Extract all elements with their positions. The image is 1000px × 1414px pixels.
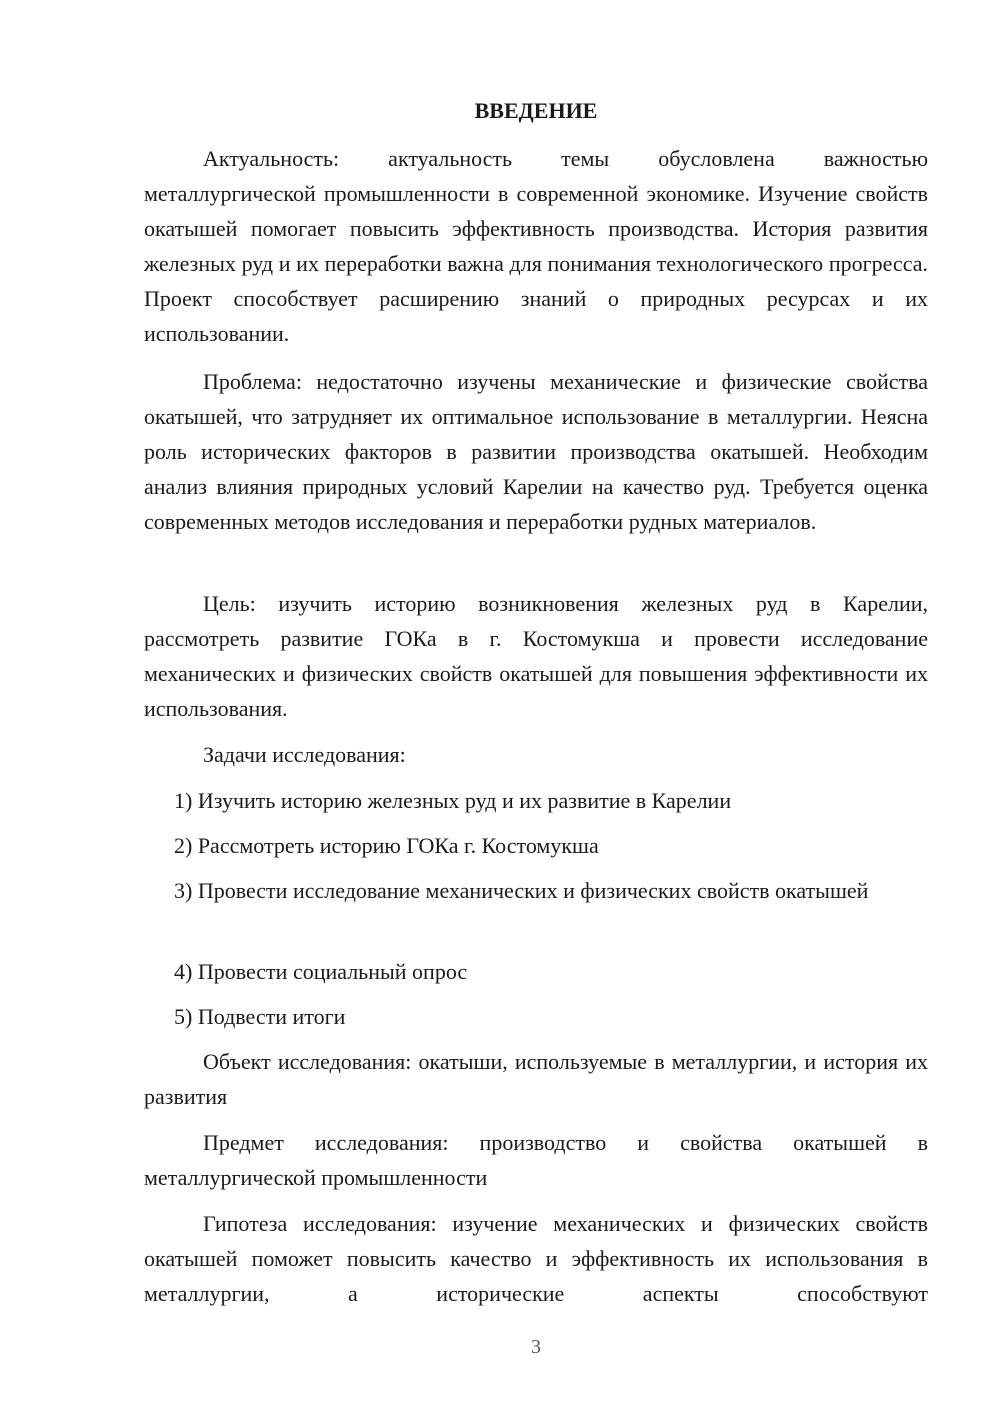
body-text [144,737,928,772]
body-text [144,1044,928,1114]
relevance-paragraph: Актуальность: актуальность темы обусловлена важностью металлургической промышленности в современной экономике. Изучение свойств окатышей помогает повысить эффективность производства. История развития железных руд и их переработки важна для понимания технологического прогресса. Проект способствует расширению знаний о природных ресурсах и их использовании. [144,146,928,346]
page-title: ВВЕДЕНИЕ [474,98,598,123]
task-list [144,873,928,908]
body-text [144,1125,928,1195]
list-item: 2) Рассмотреть историю ГОКа г. Костомукша [174,833,599,858]
task-list [144,999,928,1034]
hypothesis-paragraph: Гипотеза исследования: изучение механических и физических свойств окатышей поможет повысить качество и эффективность их использования в металлургии, а исторические аспекты способствуют [144,1211,928,1306]
task-list [144,783,928,818]
body-text [144,586,928,726]
tasks-heading: Задачи исследования: [203,742,406,767]
list-item: 1) Изучить историю железных руд и их развитие в Карелии [174,788,732,813]
object-paragraph: Объект исследования: окатыши, используемые в металлургии, и история их развития [144,1049,928,1109]
list-item: 3) Провести исследование механических и физических свойств окатышей [174,878,869,903]
body-text [144,141,928,351]
body-text [144,364,928,539]
goal-paragraph: Цель: изучить историю возникновения железных руд в Карелии, рассмотреть развитие ГОКа в г. Костомукша и провести исследование механических и физических свойств окатышей для повышения эффективности их использования. [144,591,928,721]
task-list [144,828,928,863]
body-text [144,1206,928,1311]
problem-paragraph: Проблема: недостаточно изучены механические и физические свойства окатышей, что затрудняет их оптимальное использование в металлургии. Неясна роль исторических факторов в развитии производства окатышей. Необходим анализ влияния природных условий Карелии на качество руд. Требуется оценка современных методов исследования и переработки рудных материалов. [144,369,928,534]
page-number: 3 [531,1336,541,1358]
list-item: 4) Провести социальный опрос [174,959,468,984]
list-item: 5) Подвести итоги [174,1004,346,1029]
subject-paragraph: Предмет исследования: производство и свойства окатышей в металлургической промышленности [144,1130,928,1190]
task-list [144,954,928,989]
